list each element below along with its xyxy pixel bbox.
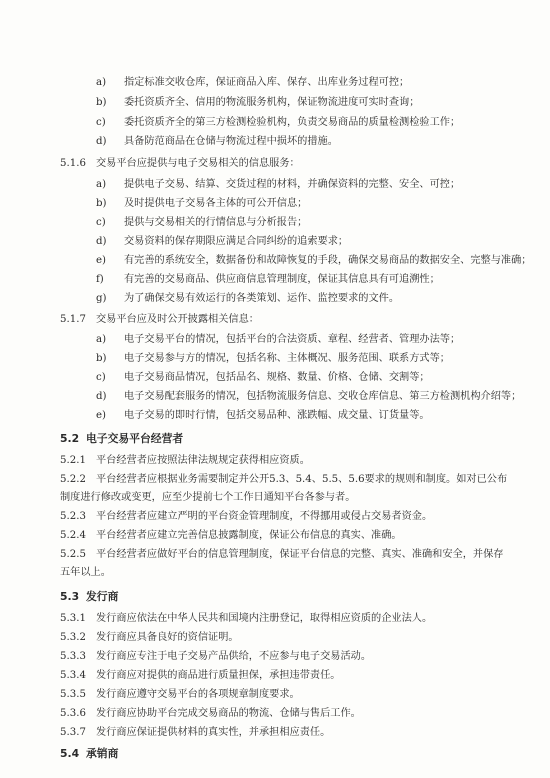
list-text: 交易资料的保存期限应满足合同纠纷的追索要求； <box>124 236 349 247</box>
list-marker: d) <box>96 136 107 147</box>
clause-number: 5.3.5 <box>60 689 86 700</box>
clause-516 <box>60 157 300 171</box>
clause-text: 平台经营者应建立严明的平台资金管理制度，不得挪用或侵占交易者资金。 <box>96 511 433 522</box>
list-marker: a) <box>96 77 107 88</box>
list-text: 指定标准交收仓库，保证商品入库、保存、出库业务过程可控； <box>124 77 410 88</box>
section-title: 电子交易平台经营者 <box>86 432 184 445</box>
paragraph <box>60 510 432 524</box>
section-heading-5-4 <box>60 747 118 761</box>
clause-text: 平台经营者应按照法律法规规定获得相应资质。 <box>96 455 310 466</box>
clause-text: 发行商应对提供的商品进行质量担保，承担违带责任。 <box>96 670 341 681</box>
clause-text: 平台经营者应建立完善信息披露制度，保证公布信息的真实、准确。 <box>96 530 402 541</box>
paragraph <box>60 669 341 683</box>
list-marker: e) <box>96 255 107 266</box>
list-marker: c) <box>96 372 106 383</box>
list-text: 为了确保交易有效运行的各类策划、运作、监控要求的文件。 <box>124 293 400 304</box>
paragraph <box>60 631 239 645</box>
list-marker: a) <box>96 334 107 345</box>
clause-number: 5.1.7 <box>60 314 86 325</box>
list-marker: f) <box>96 274 104 285</box>
list-text: 电子交易参与方的情况，包括名称、主体概况、服务范围、联系方式等； <box>124 353 450 364</box>
clause-number: 5.2.3 <box>60 511 86 522</box>
paragraph <box>60 726 330 740</box>
clause-number: 5.2.2 <box>60 474 86 485</box>
clause-number: 5.1.6 <box>60 158 86 169</box>
clause-text: 平台经营者应根据业务需要制定并公开5.3、5.4、5.5、5.6要求的规则和制度。如对已公布 <box>96 474 508 485</box>
list-text: 具备防范商品在仓储与物流过程中损坏的措施。 <box>124 136 338 147</box>
clause-number: 5.3.6 <box>60 708 86 719</box>
clause-number: 5.3.1 <box>60 613 86 624</box>
list-text: 电子交易的即时行情，包括交易品种、涨跌幅、成交量、订货量等。 <box>124 410 430 421</box>
list-text: 电子交易配套服务的情况，包括物流服务信息、交收仓库信息、第三方检测机构介绍等； <box>124 391 522 402</box>
paragraph-continuation: 五年以上。 <box>60 567 111 578</box>
clause-number: 5.3.4 <box>60 670 86 681</box>
list-marker: g) <box>96 293 107 304</box>
clause-number: 5.2.5 <box>60 549 86 560</box>
clause-number: 5.3.2 <box>60 632 86 643</box>
section-heading-5-2 <box>60 432 183 446</box>
clause-517 <box>60 313 259 327</box>
list-text: 及时提供电子交易各主体的可公开信息； <box>124 198 308 209</box>
list-text: 委托资质齐全、信用的物流服务机构，保证物流进度可实时查询； <box>124 97 420 108</box>
list-marker: c) <box>96 117 106 128</box>
clause-text: 发行商应保证提供材料的真实性，并承担相应责任。 <box>96 727 331 738</box>
clause-text: 交易平台应提供与电子交易相关的信息服务： <box>96 158 300 169</box>
list-marker: d) <box>96 236 107 247</box>
section-title: 承销商 <box>86 747 119 760</box>
paragraph <box>60 650 371 664</box>
list-marker: b) <box>96 353 107 364</box>
clause-text: 发行商应协助平台完成交易商品的物流、仓储与售后工作。 <box>96 708 361 719</box>
section-title: 发行商 <box>86 590 119 603</box>
paragraph <box>60 529 402 543</box>
section-heading-5-3 <box>60 590 118 604</box>
list-marker: b) <box>96 97 107 108</box>
list-text: 有完善的交易商品、供应商信息管理制度，保证其信息具有可追溯性； <box>124 274 440 285</box>
clause-text: 发行商应遵守交易平台的各项规章制度要求。 <box>96 689 300 700</box>
list-text: 提供与交易相关的行情信息与分析报告； <box>124 217 308 228</box>
clause-number: 5.3.3 <box>60 651 86 662</box>
clause-number: 5.2.4 <box>60 530 86 541</box>
list-marker: a) <box>96 179 107 190</box>
section-number: 5.4 <box>60 747 80 760</box>
paragraph <box>60 707 361 721</box>
clause-text: 发行商应依法在中华人民共和国境内注册登记，取得相应资质的企业法人。 <box>96 613 433 624</box>
paragraph <box>60 612 432 626</box>
section-number: 5.3 <box>60 590 80 603</box>
clause-text: 交易平台应及时公开披露相关信息： <box>96 314 259 325</box>
list-marker: b) <box>96 198 107 209</box>
list-marker: d) <box>96 391 107 402</box>
paragraph <box>60 548 504 562</box>
paragraph <box>60 473 507 487</box>
list-text: 电子交易商品情况，包括品名、规格、数量、价格、仓储、交割等； <box>124 372 430 383</box>
list-text: 委托资质齐全的第三方检测检验机构，负责交易商品的质量检测检验工作； <box>124 117 461 128</box>
clause-text: 平台经营者应做好平台的信息管理制度，保证平台信息的完整、真实、准确和安全，并保存 <box>96 549 504 560</box>
clause-text: 发行商应专注于电子交易产品供给，不应参与电子交易活动。 <box>96 651 372 662</box>
clause-text: 发行商应具备良好的资信证明。 <box>96 632 239 643</box>
list-marker: e) <box>96 410 107 421</box>
list-text: 提供电子交易、结算、交货过程的材料，并确保资料的完整、安全、可控； <box>124 179 461 190</box>
list-text: 电子交易平台的情况，包括平台的合法资质、章程、经营者、管理办法等； <box>124 334 461 345</box>
paragraph <box>60 454 310 468</box>
clause-number: 5.2.1 <box>60 455 86 466</box>
paragraph <box>60 688 300 702</box>
clause-number: 5.3.7 <box>60 727 86 738</box>
section-number: 5.2 <box>60 432 80 445</box>
list-marker: c) <box>96 217 106 228</box>
paragraph-continuation: 制度进行修改或变更，应至少提前七个工作日通知平台各参与者。 <box>60 492 356 503</box>
list-text: 有完善的系统安全，数据备份和故障恢复的手段，确保交易商品的数据安全、完整与准确； <box>124 255 532 266</box>
